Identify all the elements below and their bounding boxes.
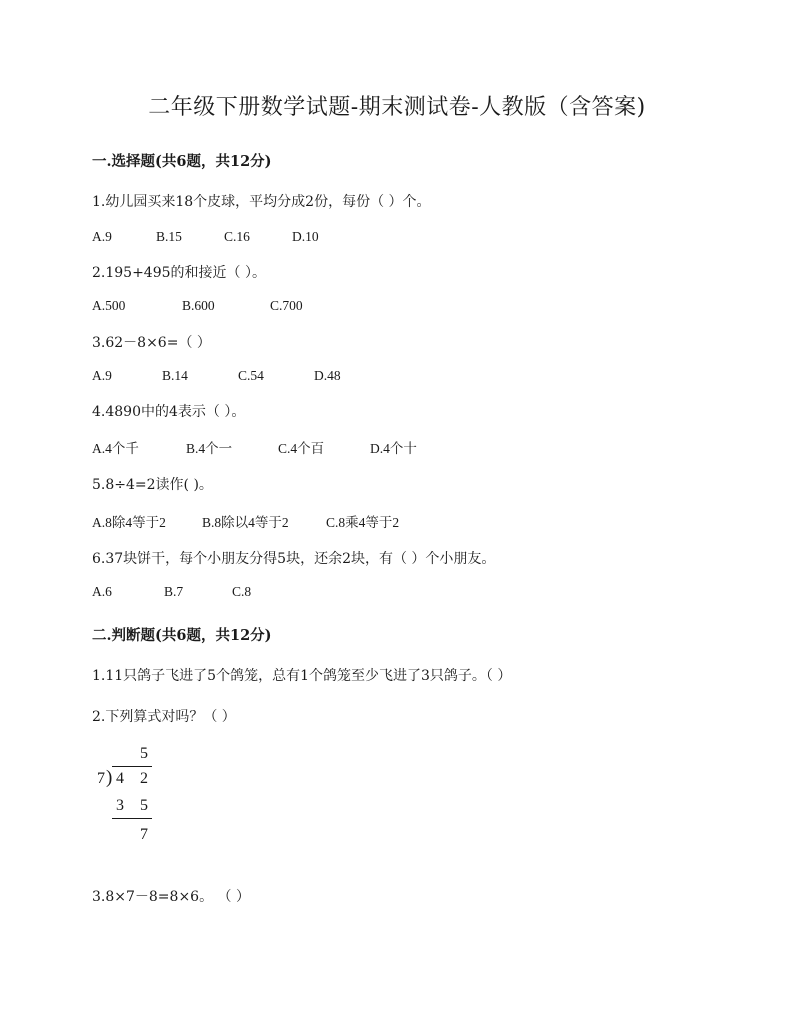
option: B.8除以4等于2 — [202, 515, 289, 530]
option: B.600 — [182, 298, 215, 313]
division-product-digit: 5 — [140, 797, 148, 814]
option: D.4个十 — [370, 441, 417, 456]
option: A.9 — [92, 229, 112, 244]
option: A.8除4等于2 — [92, 515, 166, 530]
division-remainder: 7 — [140, 826, 148, 843]
option: A.4个千 — [92, 441, 139, 456]
division-bracket: ) — [106, 767, 113, 788]
option: D.10 — [292, 229, 319, 244]
division-subtract-line — [112, 818, 152, 819]
option: C.700 — [270, 298, 303, 313]
option: C.8乘4等于2 — [326, 515, 400, 530]
division-dividend-digit: 2 — [140, 770, 148, 787]
option: B.14 — [162, 368, 188, 383]
question-text: 6.37块饼干，每个小朋友分得5块，还余2块，有（ ）个小朋友。 — [92, 551, 496, 567]
option: B.15 — [156, 229, 182, 244]
question-text: 1.幼儿园买来18个皮球，平均分成2份，每份（ ）个。 — [92, 194, 431, 210]
question-text: 3.62－8×6=（ ） — [92, 335, 211, 351]
option: A.6 — [92, 584, 112, 599]
option: C.8 — [232, 584, 252, 599]
option: B.7 — [164, 584, 184, 599]
page-title: 二年级下册数学试题-期末测试卷-人教版（含答案) — [148, 95, 646, 120]
option: A.500 — [92, 298, 126, 313]
question-text: 1.11只鸽子飞进了5个鸽笼，总有1个鸽笼至少飞进了3只鸽子。（ ） — [92, 668, 512, 684]
division-product-digit: 3 — [116, 797, 124, 814]
option: C.4个百 — [278, 441, 325, 456]
question-text: 4.4890中的4表示（ ）。 — [92, 404, 246, 420]
section-heading-choice: 一.选择题(共6题，共12分) — [92, 153, 272, 170]
division-bar — [112, 766, 152, 767]
option: D.48 — [314, 368, 341, 383]
division-divisor: 7 — [97, 770, 105, 787]
question-text: 2.下列算式对吗？（ ） — [92, 709, 236, 725]
division-dividend-digit: 4 — [116, 770, 124, 787]
question-text: 2.195+495的和接近（ ）。 — [92, 265, 266, 281]
question-text: 3.8×7－8=8×6。 （ ） — [92, 889, 250, 905]
option: C.16 — [224, 229, 250, 244]
section-heading-judgement: 二.判断题(共6题，共12分) — [92, 627, 272, 644]
option: C.54 — [238, 368, 264, 383]
option: B.4个一 — [186, 441, 233, 456]
division-quotient: 5 — [140, 745, 148, 762]
option: A.9 — [92, 368, 112, 383]
question-text: 5.8÷4=2读作( )。 — [92, 477, 213, 493]
